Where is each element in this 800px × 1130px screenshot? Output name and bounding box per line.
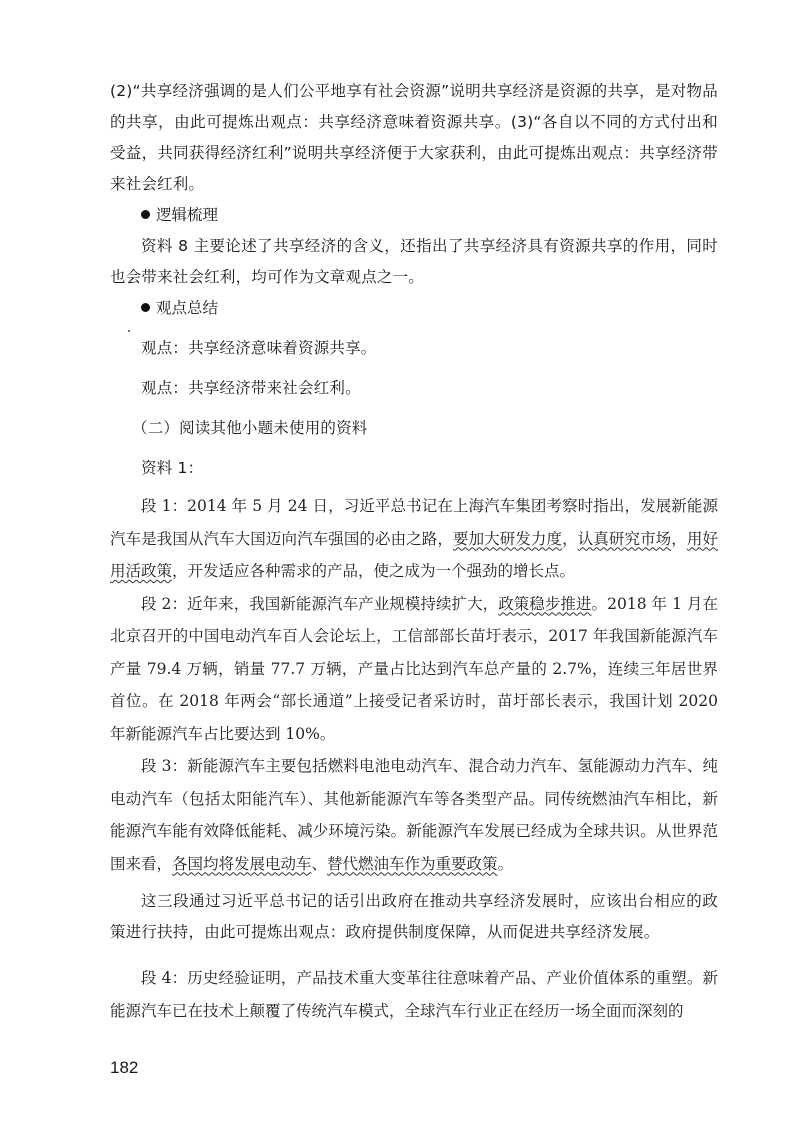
logic-heading	[110, 200, 718, 231]
text-run: 、	[311, 854, 328, 873]
text-run: 段 2：近年来，我国新能源汽车产业规模持续扩大，	[141, 594, 499, 613]
material-label: 资料 1：	[141, 459, 204, 477]
bullet-icon	[141, 303, 150, 312]
summary-heading-text: 观点总结	[156, 299, 219, 317]
analysis-middle: 这三段通过习近平总书记的话引出政府在推动共享经济发展时，应该出台相应的政策进行扶持，由此可提炼出观点：政府提供制度保障，从而促进共享经济发展。	[110, 892, 718, 941]
page-number: 182	[110, 1058, 139, 1077]
document-page	[110, 76, 718, 1027]
summary-heading	[110, 293, 718, 324]
logic-heading-text: 逻辑梳理	[156, 206, 219, 224]
material-paragraph-2	[110, 588, 718, 751]
text-run: ，	[671, 529, 687, 548]
material-paragraph-4: 段 4：历史经验证明，产品技术重大变革往往意味着产品、产业价值体系的重塑。新能源汽车已在技术上颠覆了传统汽车模式，全球汽车行业正在经历一场全面而深刻的	[110, 969, 718, 1020]
text-run: 段 1：2014 年 5 月 24 日，习近平总书记在上海汽车集团考察时指出，发展新能源汽车是我国从汽车大国迈向汽车强国的必由之路，	[110, 497, 718, 548]
underlined-phrase: 认真研究市场	[577, 529, 672, 548]
text-run: ，开发适应各种需求的产品，使之成为一个强劲的增长点。	[172, 562, 576, 580]
analysis-paragraph: (2)“共享经济强调的是人们公平地享有社会资源”说明共享经济是资源的共享，是对物品的共享，由此可提炼出观点：共享经济意味着资源共享。(3)“各自以不同的方式付出和受益，共同获得经济红利”说明共享经济便于大家获利，由此可提炼出观点：共享经济带来社会红利。	[110, 82, 718, 193]
bullet-icon	[141, 210, 150, 219]
summary-point-2: 观点：共享经济带来社会红利。	[141, 379, 361, 397]
section-heading: （二）阅读其他小题未使用的资料	[132, 419, 368, 437]
underlined-phrase: 政策稳步推进	[498, 594, 592, 613]
underlined-phrase: 用好用活政策	[110, 529, 718, 580]
summary-point-1: 观点：共享经济意味着资源共享。	[141, 339, 377, 357]
underlined-phrase: 各国均将发展电动车	[172, 854, 312, 873]
text-run: 。	[497, 854, 514, 873]
material-paragraph-3	[110, 750, 718, 880]
material-paragraph-1	[110, 490, 718, 588]
underlined-phrase: 替代燃油车作为重要政策	[327, 854, 498, 873]
logic-text: 资料 8 主要论述了共享经济的含义，还指出了共享经济具有资源共享的作用，同时也会带来社会红利，均可作为文章观点之一。	[110, 237, 718, 286]
underlined-phrase: 要加大研发力度	[452, 529, 563, 548]
text-run: ，	[562, 529, 578, 548]
text-run: 。2018 年 1 月在北京召开的中国电动汽车百人会论坛上，工信部部长苗圩表示，2017 年我国新能源汽车产量 79.4 万辆，销量 77.7 万辆，产量占比达到汽车总产量的 2.7%，连续三年居世界首位。在 2018 年两会“部长通道”上接受记者采访时，苗圩部长表示，我国计划 2020 年新能源汽车占比要达到 10%。	[110, 594, 718, 743]
text-run: 段 3：新能源汽车主要包括燃料电池电动汽车、混合动力汽车、氢能源动力汽车、纯电动汽车（包括太阳能汽车）、其他新能源汽车等各类型产品。同传统燃油汽车相比，新能源汽车能有效降低能耗、减少环境污染。新能源汽车发展已经成为全球共识。从世界范围来看，	[110, 757, 718, 873]
